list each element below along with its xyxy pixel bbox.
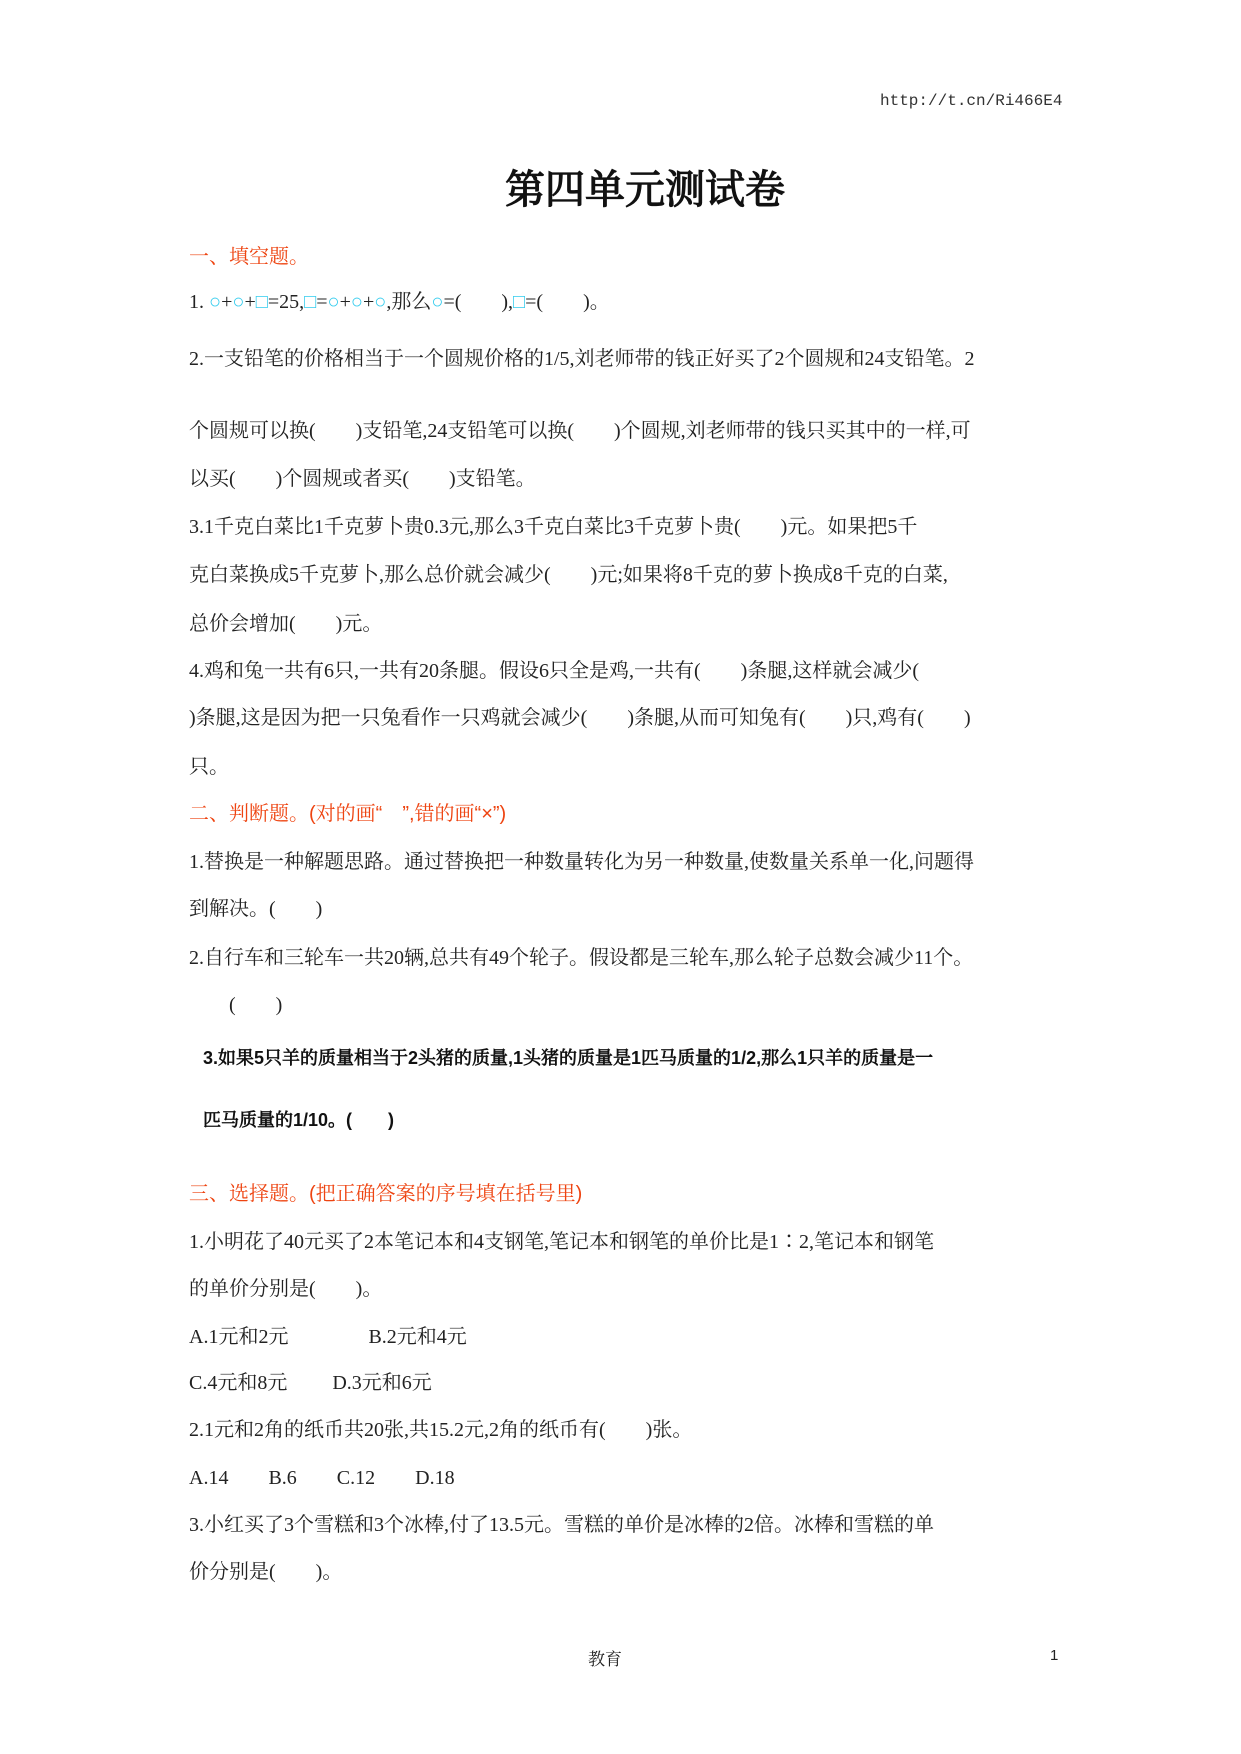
question-line: 个圆规可以换( )支铅笔,24支铅笔可以换( )个圆规,刘老师带的钱只买其中的一样,可 xyxy=(189,420,971,442)
square-symbol: □ xyxy=(513,291,526,313)
question-line: 1.替换是一种解题思路。通过替换把一种数量转化为另一种数量,使数量关系单一化,问题得 xyxy=(189,851,974,873)
question-line: 2.一支铅笔的价格相当于一个圆规价格的1/5,刘老师带的钱正好买了2个圆规和24支铅笔。2 xyxy=(189,348,975,370)
question-line: 2.自行车和三轮车一共20辆,总共有49个轮子。假设都是三轮车,那么轮子总数会减少11个。 xyxy=(189,947,974,969)
text: ,那么 xyxy=(386,291,432,313)
circle-symbol: ○ xyxy=(232,291,245,313)
text: + xyxy=(362,291,375,313)
question-line: )条腿,这是因为把一只兔看作一只鸡就会减少( )条腿,从而可知兔有( )只,鸡有( ) xyxy=(189,707,971,729)
question-line: 只。 xyxy=(189,756,229,778)
section-1-heading: 一、填空题。 xyxy=(189,246,309,268)
question-line: 价分别是( )。 xyxy=(189,1561,343,1583)
option-line: A.14 B.6 C.12 D.18 xyxy=(189,1467,455,1489)
section-2-heading: 二、判断题。(对的画“ ”,错的画“×”) xyxy=(189,803,507,825)
text: =( ), xyxy=(443,291,514,313)
circle-symbol: ○ xyxy=(431,291,444,313)
question-line: 2.1元和2角的纸币共20张,共15.2元,2角的纸币有( )张。 xyxy=(189,1419,693,1441)
footer-text: 教育 xyxy=(588,1650,622,1669)
option-line: C.4元和8元 D.3元和6元 xyxy=(189,1372,432,1394)
question-line: 匹马质量的1/10。( ) xyxy=(203,1110,395,1130)
question-line: ( ) xyxy=(189,994,283,1016)
circle-symbol: ○ xyxy=(209,291,222,313)
question-line: 3.如果5只羊的质量相当于2头猪的质量,1头猪的质量是1匹马质量的1/2,那么1只羊的质量是一 xyxy=(203,1048,934,1068)
text: =( )。 xyxy=(525,291,610,313)
circle-symbol: ○ xyxy=(374,291,387,313)
square-symbol: □ xyxy=(304,291,317,313)
question-line: 的单价分别是( )。 xyxy=(189,1278,383,1300)
text: + xyxy=(221,291,233,313)
question-1-1 xyxy=(189,292,610,312)
circle-symbol: ○ xyxy=(350,291,363,313)
question-line: 克白菜换成5千克萝卜,那么总价就会减少( )元;如果将8千克的萝卜换成8千克的白菜, xyxy=(189,564,948,586)
text: + xyxy=(339,291,351,313)
q-number: 1. xyxy=(189,291,209,313)
text: = xyxy=(316,291,328,313)
question-line: 到解决。( ) xyxy=(189,898,323,920)
source-url: http://t.cn/Ri466E4 xyxy=(880,92,1063,110)
question-line: 4.鸡和兔一共有6只,一共有20条腿。假设6只全是鸡,一共有( )条腿,这样就会减少( xyxy=(189,660,919,682)
page-number: 1 xyxy=(1050,1647,1059,1664)
text: + xyxy=(244,291,256,313)
option-line: A.1元和2元 B.2元和4元 xyxy=(189,1326,467,1348)
question-line: 1.小明花了40元买了2本笔记本和4支钢笔,笔记本和钢笔的单价比是1∶2,笔记本和钢笔 xyxy=(189,1231,934,1253)
square-symbol: □ xyxy=(255,291,268,313)
question-line: 3.1千克白菜比1千克萝卜贵0.3元,那么3千克白菜比3千克萝卜贵( )元。如果把5千 xyxy=(189,516,918,538)
text: =25, xyxy=(267,291,305,313)
question-line: 总价会增加( )元。 xyxy=(189,613,383,635)
circle-symbol: ○ xyxy=(327,291,340,313)
question-line: 3.小红买了3个雪糕和3个冰棒,付了13.5元。雪糕的单价是冰棒的2倍。冰棒和雪糕的单 xyxy=(189,1514,934,1536)
page-title: 第四单元测试卷 xyxy=(505,168,785,212)
section-3-heading: 三、选择题。(把正确答案的序号填在括号里) xyxy=(189,1183,583,1205)
question-line: 以买( )个圆规或者买( )支铅笔。 xyxy=(189,468,536,490)
